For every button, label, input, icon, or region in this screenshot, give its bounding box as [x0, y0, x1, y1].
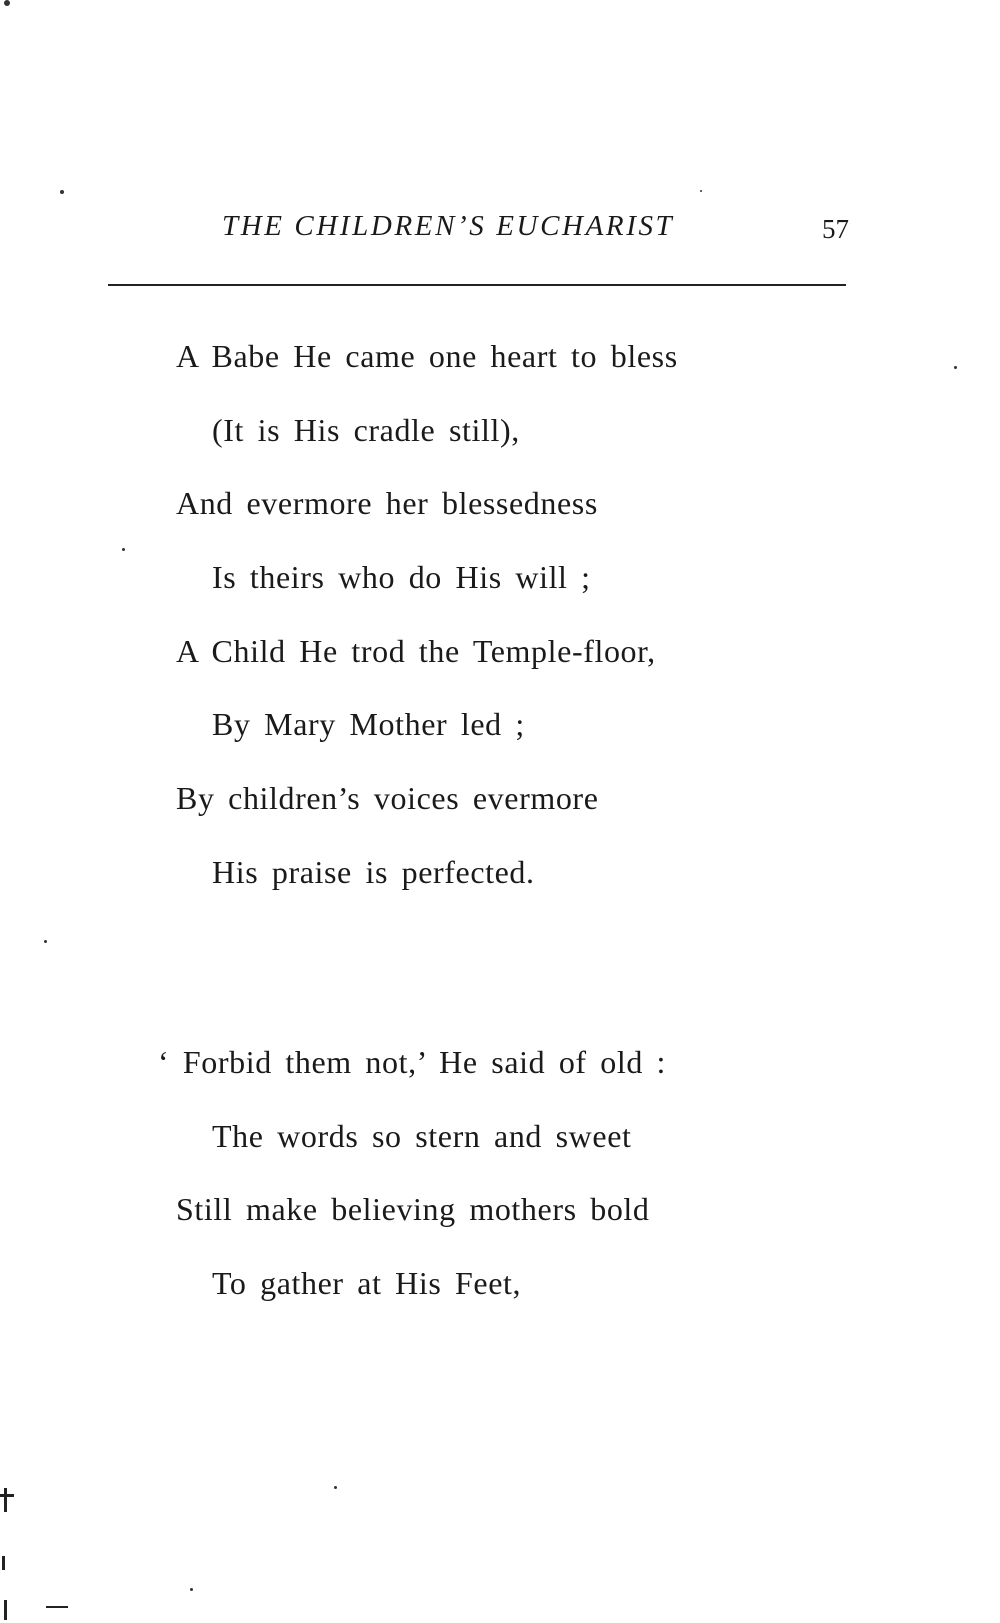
scan-speck [334, 1486, 337, 1489]
scan-speck [4, 0, 10, 6]
verse-line: By children’s voices evermore [176, 780, 599, 817]
scan-speck [700, 190, 702, 192]
verse-line: The words so stern and sweet [212, 1117, 632, 1154]
verse-line: ‘ Forbid them not,’ He said of old : [158, 1044, 667, 1080]
verse-line: To gather at His Feet, [212, 1265, 522, 1302]
poem-stanza-2 [0, 1042, 1000, 1337]
margin-mark [4, 1488, 7, 1512]
margin-mark [2, 1556, 5, 1570]
scan-speck [122, 548, 125, 551]
verse-line: A Child He trod the Temple-floor, [176, 632, 656, 669]
margin-mark [0, 1494, 14, 1497]
verse-line: By Mary Mother led ; [212, 706, 525, 743]
verse-line: Is theirs who do His will ; [212, 559, 591, 596]
scan-speck [190, 1588, 193, 1591]
scan-speck [954, 366, 957, 369]
verse-line: His praise is perfected. [212, 853, 535, 890]
verse-line: And evermore her blessedness [176, 485, 598, 522]
page-number: 57 [822, 214, 849, 244]
header-rule [108, 284, 846, 286]
scan-speck [60, 190, 64, 194]
margin-mark [46, 1606, 68, 1608]
poem-stanza-1 [0, 336, 1000, 926]
running-title: THE CHILDREN’S EUCHARIST [222, 210, 675, 242]
verse-line: A Babe He came one heart to bless [176, 338, 678, 374]
verse-line: Still make believing mothers bold [176, 1191, 650, 1228]
margin-mark [4, 1600, 7, 1620]
scan-speck [44, 940, 47, 943]
verse-line: (It is His cradle still), [212, 411, 520, 448]
